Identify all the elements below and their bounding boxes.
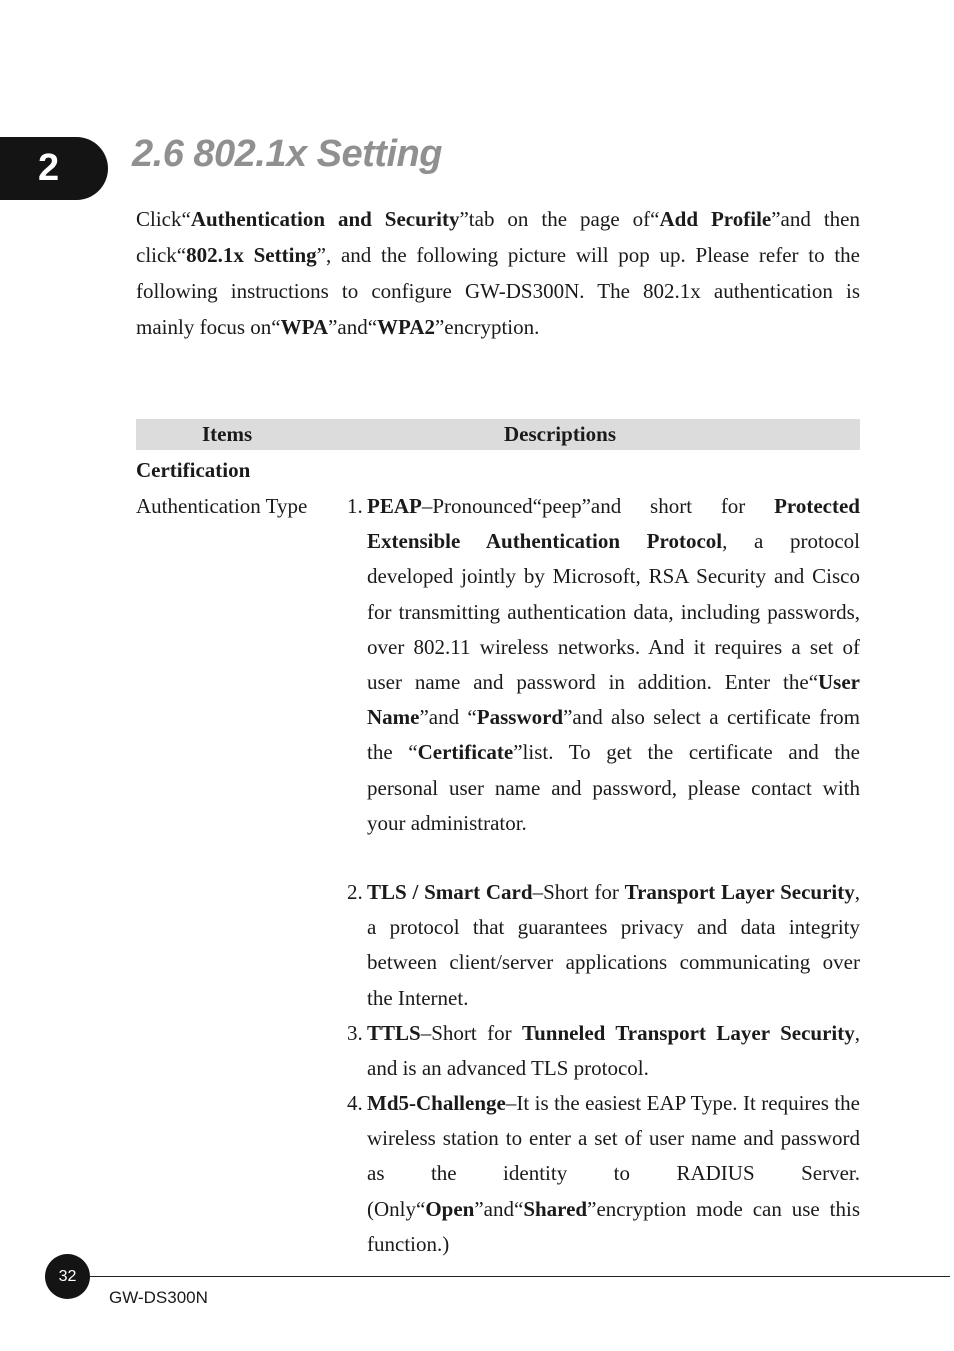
intro-paragraph <box>136 201 860 345</box>
footer-divider <box>90 1276 950 1277</box>
term-bold: Protected Extensible Authentication Protocol <box>367 494 860 554</box>
intro-text: ”, and the following picture will pop up. Please refer to the following instructions to configure GW-DS300N. The 802.1x authentication is mainly focus on“ <box>136 243 860 339</box>
term-bold: User Name <box>367 670 860 730</box>
intro-bold: 802.1x Setting <box>186 243 317 267</box>
list-number: 4. <box>347 1091 363 1115</box>
term-bold: Transport Layer Security <box>624 880 855 904</box>
chapter-tab: 2 <box>0 137 108 200</box>
list-item-tls <box>347 875 861 1016</box>
term-bold: TLS / Smart Card <box>367 880 533 904</box>
desc-text: ”and also select a certificate from the “ <box>367 705 861 765</box>
desc-text: ”encryption mode can use this function.) <box>367 1196 860 1256</box>
category-label: Certification <box>136 458 251 482</box>
list-number: 3. <box>347 1021 363 1045</box>
desc-text: –Pronounced“peep”and short for <box>421 494 775 518</box>
term-bold: Open <box>425 1196 475 1221</box>
list-number: 2. <box>347 880 363 904</box>
desc-text: , a protocol developed jointly by Microsoft, RSA Security and Cisco for transmitting authentication data, including passwords, over 802.11 wireless networks. And it requires a set of user name and password in addition. Enter the“ <box>367 529 860 695</box>
desc-text: ”and“ <box>474 1196 524 1221</box>
header-items: Items <box>202 422 253 446</box>
intro-text: ”encryption. <box>434 315 540 339</box>
header-descriptions: Descriptions <box>504 422 616 446</box>
term-bold: Tunneled Transport Layer Security <box>522 1021 855 1045</box>
intro-bold: Add Profile <box>659 207 772 231</box>
intro-bold: WPA <box>280 315 329 339</box>
table-header <box>136 419 860 450</box>
footer-model: GW-DS300N <box>109 1288 208 1307</box>
section-title: 2.6 802.1x Setting <box>132 133 442 175</box>
intro-text: Click“ <box>136 207 191 231</box>
desc-text: , and is an advanced TLS protocol. <box>367 1021 860 1081</box>
term-bold: Shared <box>523 1196 588 1221</box>
intro-text: ”and“ <box>328 315 378 339</box>
desc-text: ”list. To get the certificate and the personal user name and password, please contact with your administrator. <box>367 740 860 835</box>
desc-text: –Short for <box>532 880 625 904</box>
intro-text: ”and then click“ <box>136 207 861 267</box>
term-bold: Certificate <box>417 740 514 765</box>
term-bold: TTLS <box>367 1021 421 1045</box>
desc-text: ”and “ <box>419 705 477 730</box>
list-number: 1. <box>347 494 363 518</box>
intro-bold: WPA2 <box>377 315 435 339</box>
term-bold: Md5-Challenge <box>367 1091 506 1115</box>
intro-text: ”tab on the page of“ <box>459 207 660 231</box>
list-item-md5 <box>347 1086 860 1262</box>
term-bold: PEAP <box>367 494 422 518</box>
page-number: 32 <box>45 1254 90 1299</box>
item-label: Authentication Type <box>136 494 308 518</box>
desc-text: , a protocol that guarantees privacy and data integrity between client/server applications communicating over the Internet. <box>367 880 861 1010</box>
desc-text: –Short for <box>420 1021 523 1045</box>
term-bold: Password <box>476 705 564 730</box>
list-item-peap <box>347 489 861 841</box>
intro-bold: Authentication and Security <box>190 207 460 231</box>
desc-text: –It is the easiest EAP Type. It requires the wireless station to enter a set of user name and password as the identity to RADIUS Server. (Only“ <box>367 1091 860 1221</box>
list-item-ttls <box>347 1016 860 1086</box>
